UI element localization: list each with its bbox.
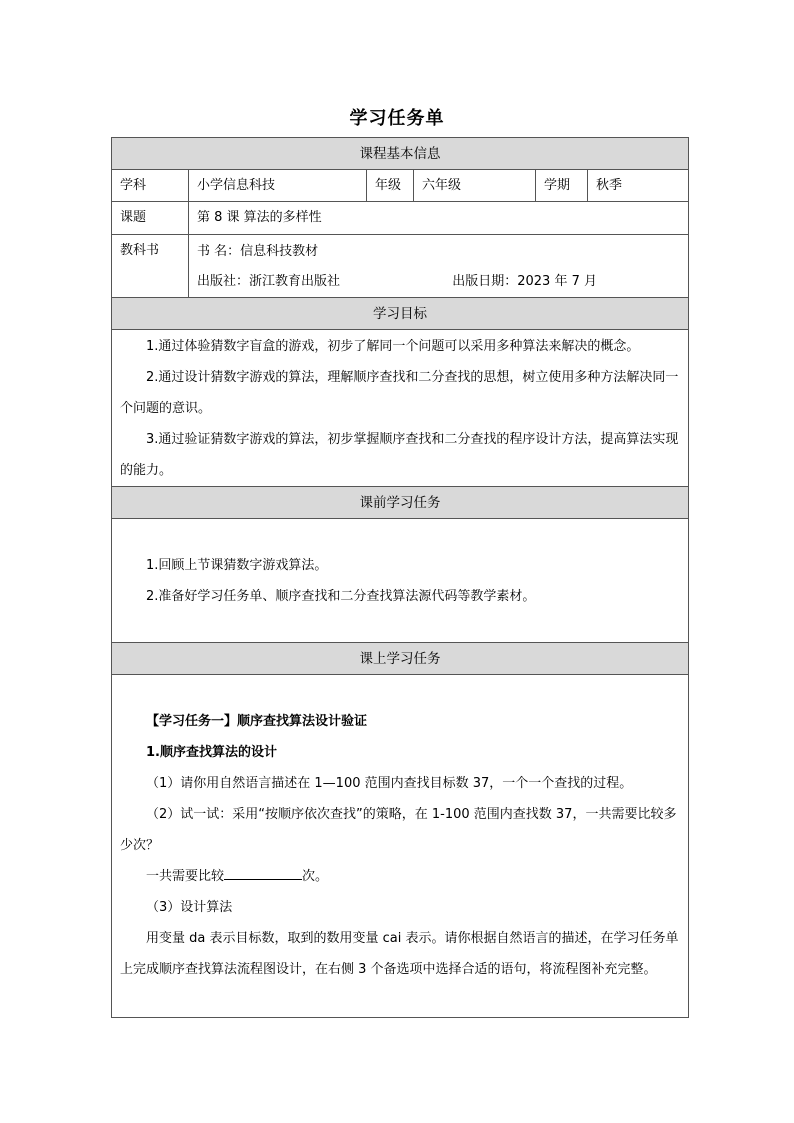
task1-title: 【学习任务一】顺序查找算法设计验证 [146,714,368,729]
topic-label: 课题 [112,202,189,235]
answer-blank[interactable] [224,865,302,880]
goal-item: 2.通过设计猜数字游戏的算法，理解顺序查找和二分查找的思想，树立使用多种方法解决同一个问题的意识。 [120,369,679,416]
subject-label: 学科 [112,170,189,202]
section-basic-info: 课程基本信息 [112,138,689,170]
grade-value: 六年级 [414,170,536,202]
section-goals: 学习目标 [112,298,689,330]
count-suffix: 次。 [302,869,329,884]
question-3-text: 用变量 da 表示目标数，取到的数用变量 cai 表示。请你根据自然语言的描述，在学习任务单上完成顺序查找算法流程图设计，在右侧 3 个备选项中选择合适的语句，将流程图补充完整。 [120,931,679,977]
goal-item: 1.通过体验猜数字盲盒的游戏，初步了解同一个问题可以采用多种算法来解决的概念。 [146,338,640,354]
term-label: 学期 [536,170,588,202]
textbook-label: 教科书 [112,235,189,298]
step1-title: 1.顺序查找算法的设计 [146,745,277,760]
topic-value: 第 8 课 算法的多样性 [189,202,689,235]
term-value: 秋季 [588,170,689,202]
pre-task-item: 2.准备好学习任务单、顺序查找和二分查找算法源代码等教学素材。 [146,588,536,604]
publisher: 出版社：浙江教育出版社 [197,274,341,289]
question-3: （3）设计算法 [146,900,233,915]
goals-cell [112,330,689,487]
grade-label: 年级 [367,170,414,202]
pre-task-cell [112,519,689,643]
pre-task-item: 1.回顾上节课猜数字游戏算法。 [146,557,328,573]
publish-date: 出版日期：2023 年 7 月 [452,274,597,289]
goal-item: 3.通过验证猜数字游戏的算法，初步掌握顺序查找和二分查找的程序设计方法，提高算法实现的能力。 [120,431,679,478]
question-2: （2）试一试：采用“按顺序依次查找”的策略，在 1-100 范围内查找数 37，一共需要比较多少次？ [120,807,677,853]
count-prefix: 一共需要比较 [146,869,225,884]
question-1: （1）请你用自然语言描述在 1—100 范围内查找目标数 37，一个一个查找的过程。 [146,776,633,791]
page-title: 学习任务单 [349,108,445,129]
section-pre-task: 课前学习任务 [112,487,689,519]
count-answer-line [120,861,680,892]
subject-value: 小学信息科技 [189,170,367,202]
section-class-task: 课上学习任务 [112,643,689,675]
task-sheet-table [111,137,689,1018]
book-name: 书 名：信息科技教材 [197,244,319,259]
class-task-cell [112,675,689,1018]
publisher-row [197,267,597,297]
